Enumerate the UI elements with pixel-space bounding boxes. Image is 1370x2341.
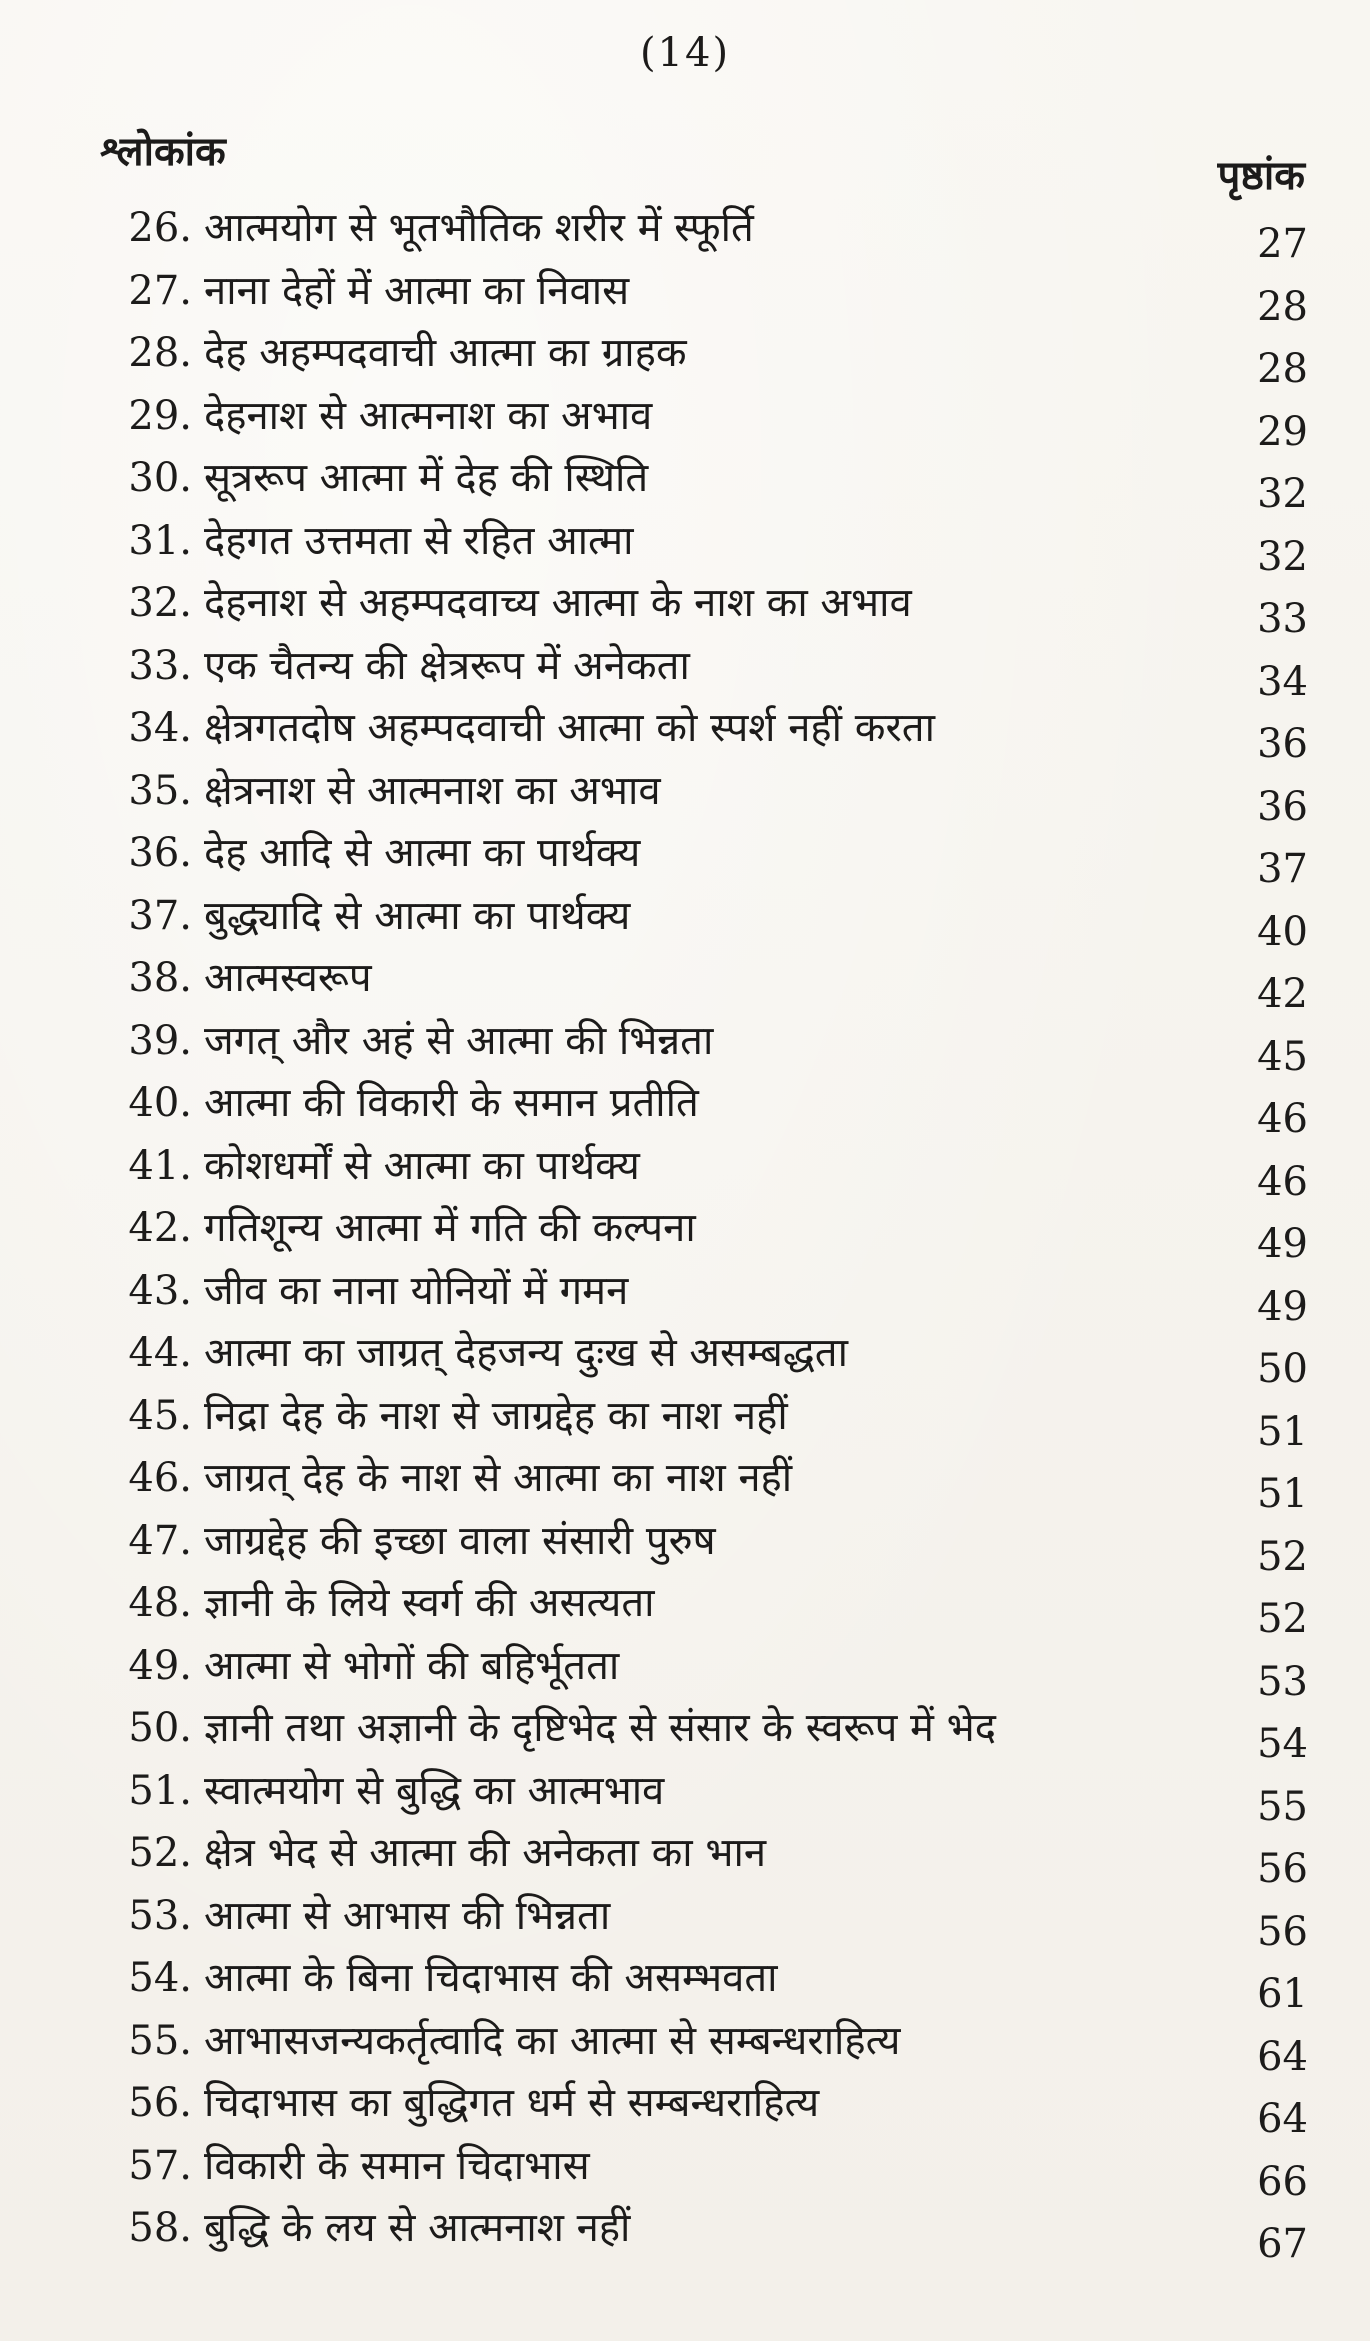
page-number: (14) [639, 30, 731, 76]
entry-title: देह आदि से आत्मा का पार्थक्य [204, 830, 641, 876]
entry-title: विकारी के समान चिदाभास [204, 2142, 590, 2189]
entry-page-number: 49 [1257, 1221, 1308, 1267]
entry-number: 33. [128, 642, 192, 689]
entry-number: 42. [128, 1205, 192, 1251]
entry-number: 26. [128, 205, 192, 251]
entry-page-number: 52 [1257, 1533, 1308, 1580]
entry-title: देहगत उत्तमता से रहित आत्मा [204, 517, 634, 564]
entry-page-number: 51 [1257, 1471, 1308, 1517]
toc-entry [106, 641, 1308, 704]
toc-entry [106, 1703, 1308, 1766]
entry-page-number: 50 [1257, 1346, 1308, 1392]
entry-number: 35. [128, 767, 192, 814]
toc-entry [106, 2203, 1308, 2266]
entry-page-number: 28 [1257, 283, 1308, 330]
entry-title: ज्ञानी तथा अज्ञानी के दृष्टिभेद से संसार के स्वरूप में भेद [204, 1705, 997, 1751]
entry-title: क्षेत्रगतदोष अहम्पदवाची आत्मा को स्पर्श नहीं करता [204, 705, 935, 751]
entry-number: 31. [128, 517, 192, 564]
entry-title: बुद्ध्यादि से आत्मा का पार्थक्य [204, 892, 631, 939]
entry-number: 58. [128, 2205, 192, 2251]
entry-title: आत्मा का जाग्रत् देहजन्य दुःख से असम्बद्धता [204, 1330, 848, 1376]
entry-page-number: 49 [1257, 1283, 1308, 1330]
toc-entry [106, 1516, 1308, 1579]
entry-title: बुद्धि के लय से आत्मनाश नहीं [204, 2205, 631, 2251]
toc-entry [106, 2141, 1308, 2204]
entry-number: 53. [128, 1892, 192, 1939]
toc-entry [106, 516, 1308, 579]
entry-number: 39. [128, 1017, 192, 1064]
entry-number: 54. [128, 1955, 192, 2001]
entry-number: 51. [128, 1767, 192, 1814]
entry-page-number: 66 [1257, 2158, 1308, 2205]
page-number-heading: पृष्ठांक [1217, 152, 1305, 199]
entry-page-number: 53 [1257, 1658, 1308, 1705]
entry-title: एक चैतन्य की क्षेत्ररूप में अनेकता [204, 642, 690, 689]
entry-page-number: 36 [1257, 783, 1308, 830]
entry-page-number: 28 [1257, 346, 1308, 392]
toc-entry [106, 766, 1308, 829]
toc-entry [106, 891, 1308, 954]
toc-entry [106, 1203, 1308, 1266]
entry-number: 44. [128, 1330, 192, 1376]
toc-entry [106, 203, 1308, 266]
toc-entry [106, 578, 1308, 641]
entry-number: 28. [128, 330, 192, 376]
entry-title: आत्मा की विकारी के समान प्रतीति [204, 1080, 699, 1126]
toc-header [100, 122, 1305, 199]
entry-page-number: 37 [1257, 846, 1308, 892]
entry-title: चिदाभास का बुद्धिगत धर्म से सम्बन्धराहित्य [204, 2080, 820, 2126]
entry-number: 36. [128, 830, 192, 876]
toc-entry [106, 1641, 1308, 1704]
toc-entry [106, 328, 1308, 391]
entry-number: 41. [128, 1142, 192, 1189]
entry-page-number: 46 [1257, 1158, 1308, 1205]
entry-number: 38. [128, 955, 192, 1001]
entry-page-number: 51 [1257, 1408, 1308, 1455]
entry-page-number: 32 [1257, 533, 1308, 580]
table-of-contents [106, 203, 1308, 2266]
entry-title: जीव का नाना योनियों में गमन [204, 1267, 629, 1314]
entry-number: 29. [128, 392, 192, 439]
entry-title: जाग्रद्देह की इच्छा वाला संसारी पुरुष [204, 1517, 716, 1564]
entry-number: 57. [128, 2142, 192, 2189]
entry-number: 55. [128, 2017, 192, 2064]
entry-number: 50. [128, 1705, 192, 1751]
toc-entry [106, 1891, 1308, 1954]
toc-entry [106, 1578, 1308, 1641]
toc-entry [106, 391, 1308, 454]
toc-entry [106, 1828, 1308, 1891]
entry-title: आत्मा के बिना चिदाभास की असम्भवता [204, 1955, 778, 2001]
entry-page-number: 36 [1257, 721, 1308, 767]
entry-number: 34. [128, 705, 192, 751]
entry-page-number: 45 [1257, 1033, 1308, 1080]
entry-page-number: 27 [1257, 221, 1308, 267]
entry-page-number: 61 [1257, 1971, 1308, 2017]
toc-entry [106, 2016, 1308, 2079]
entry-number: 56. [128, 2080, 192, 2126]
toc-entry [106, 453, 1308, 516]
entry-title: निद्रा देह के नाश से जाग्रद्देह का नाश नहीं [204, 1392, 788, 1439]
toc-entry [106, 1266, 1308, 1329]
entry-title: देहनाश से अहम्पदवाच्य आत्मा के नाश का अभाव [204, 580, 912, 626]
entry-number: 32. [128, 580, 192, 626]
entry-page-number: 67 [1257, 2221, 1308, 2267]
entry-page-number: 32 [1257, 471, 1308, 517]
toc-entry [106, 1391, 1308, 1454]
entry-page-number: 52 [1257, 1596, 1308, 1642]
entry-title: जगत् और अहं से आत्मा की भिन्नता [204, 1017, 714, 1064]
entry-title: देहनाश से आत्मनाश का अभाव [204, 392, 653, 439]
entry-number: 49. [128, 1642, 192, 1689]
toc-entry [106, 828, 1308, 891]
toc-entry [106, 266, 1308, 329]
entry-page-number: 64 [1257, 2033, 1308, 2080]
entry-title: नाना देहों में आत्मा का निवास [204, 267, 630, 314]
entry-title: जाग्रत् देह के नाश से आत्मा का नाश नहीं [204, 1455, 793, 1501]
entry-page-number: 55 [1257, 1783, 1308, 1830]
toc-entry [106, 2078, 1308, 2141]
entry-number: 46. [128, 1455, 192, 1501]
toc-entry [106, 1766, 1308, 1829]
entry-title: देह अहम्पदवाची आत्मा का ग्राहक [204, 330, 687, 376]
entry-page-number: 46 [1257, 1096, 1308, 1142]
toc-entry [106, 953, 1308, 1016]
toc-entry [106, 1016, 1308, 1079]
entry-page-number: 40 [1257, 908, 1308, 955]
toc-entry [106, 1453, 1308, 1516]
entry-page-number: 34 [1257, 658, 1308, 705]
toc-entry [106, 1141, 1308, 1204]
verse-number-heading: श्लोकांक [100, 128, 226, 175]
entry-title: आत्मयोग से भूतभौतिक शरीर में स्फूर्ति [204, 205, 754, 251]
toc-entry [106, 703, 1308, 766]
entry-title: क्षेत्र भेद से आत्मा की अनेकता का भान [204, 1830, 767, 1876]
toc-entry [106, 1953, 1308, 2016]
entry-number: 48. [128, 1580, 192, 1626]
entry-number: 52. [128, 1830, 192, 1876]
entry-title: स्वात्मयोग से बुद्धि का आत्मभाव [204, 1767, 665, 1814]
entry-page-number: 29 [1257, 408, 1308, 455]
entry-page-number: 33 [1257, 596, 1308, 642]
entry-title: आत्मा से आभास की भिन्नता [204, 1892, 611, 1939]
entry-page-number: 64 [1257, 2096, 1308, 2142]
entry-number: 40. [128, 1080, 192, 1126]
entry-title: सूत्ररूप आत्मा में देह की स्थिति [204, 455, 649, 501]
entry-page-number: 56 [1257, 1908, 1308, 1955]
toc-entry [106, 1328, 1308, 1391]
entry-title: कोशधर्मों से आत्मा का पार्थक्य [204, 1142, 640, 1189]
entry-page-number: 56 [1257, 1846, 1308, 1892]
entry-number: 47. [128, 1517, 192, 1564]
entry-title: गतिशून्य आत्मा में गति की कल्पना [204, 1205, 696, 1251]
entry-number: 27. [128, 267, 192, 314]
entry-title: क्षेत्रनाश से आत्मनाश का अभाव [204, 767, 661, 814]
entry-page-number: 42 [1257, 971, 1308, 1017]
toc-entry [106, 1078, 1308, 1141]
entry-number: 30. [128, 455, 192, 501]
entry-title: ज्ञानी के लिये स्वर्ग की असत्यता [204, 1580, 655, 1626]
entry-title: आत्मा से भोगों की बहिर्भूतता [204, 1642, 620, 1689]
entry-number: 37. [128, 892, 192, 939]
entry-number: 43. [128, 1267, 192, 1314]
entry-title: आत्मस्वरूप [204, 955, 372, 1001]
entry-page-number: 54 [1257, 1721, 1308, 1767]
entry-title: आभासजन्यकर्तृत्वादि का आत्मा से सम्बन्धराहित्य [204, 2017, 901, 2064]
entry-number: 45. [128, 1392, 192, 1439]
